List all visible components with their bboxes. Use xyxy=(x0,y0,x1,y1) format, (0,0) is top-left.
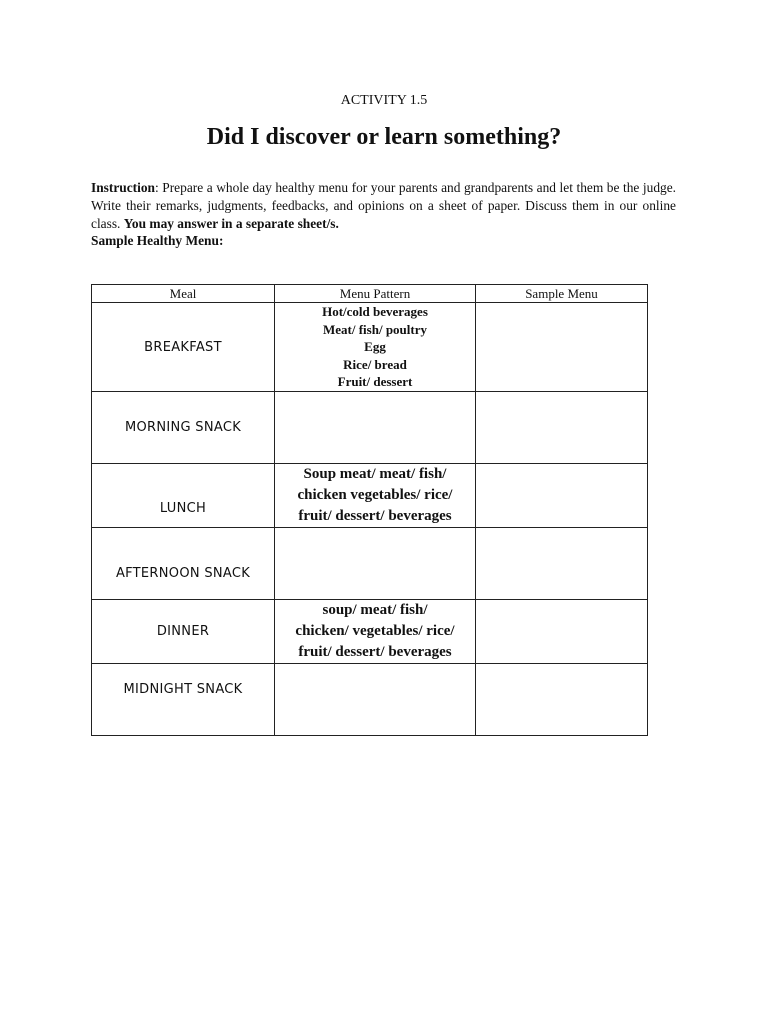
instruction-text: : Prepare a whole day healthy menu for your parents and grandparents and let them be the judge. Write their remarks, judgments, feedbacks, and opinions on a sheet of paper. Discuss them in our online class. xyxy=(91,180,676,231)
instruction-label: Instruction xyxy=(91,180,155,195)
header-sample-menu: Sample Menu xyxy=(476,285,648,303)
header-meal: Meal xyxy=(92,285,275,303)
meal-cell: LUNCH xyxy=(92,464,275,528)
instruction-paragraph xyxy=(91,179,676,233)
meal-cell: MIDNIGHT SNACK xyxy=(92,664,275,736)
pattern-line: Egg xyxy=(364,339,386,355)
meal-cell: DINNER xyxy=(92,600,275,664)
table-row-morning-snack xyxy=(92,392,648,464)
pattern-line: fruit/ dessert/ beverages xyxy=(298,508,452,524)
pattern-cell xyxy=(275,464,476,528)
pattern-line: Soup meat/ meat/ fish/ xyxy=(303,466,447,482)
activity-number: ACTIVITY 1.5 xyxy=(340,93,428,108)
sample-menu-cell[interactable] xyxy=(476,464,648,528)
table-header-row xyxy=(92,285,648,303)
pattern-line: Hot/cold beverages xyxy=(322,304,428,320)
sample-menu-label: Sample Healthy Menu: xyxy=(91,233,224,248)
table-row-midnight-snack xyxy=(92,664,648,736)
instruction-emphasis: You may answer in a separate sheet/s. xyxy=(123,216,339,231)
pattern-line: soup/ meat/ fish/ xyxy=(322,602,428,618)
menu-table xyxy=(91,284,648,736)
sample-menu-cell[interactable] xyxy=(476,600,648,664)
pattern-line: Meat/ fish/ poultry xyxy=(323,321,427,337)
pattern-line: Fruit/ dessert xyxy=(337,374,413,390)
pattern-line: fruit/ dessert/ beverages xyxy=(298,644,452,660)
table-row-dinner xyxy=(92,600,648,664)
page-title: Did I discover or learn something? xyxy=(206,124,562,150)
pattern-line: chicken/ vegetables/ rice/ xyxy=(295,623,455,639)
pattern-cell xyxy=(275,600,476,664)
sample-menu-cell[interactable] xyxy=(476,664,648,736)
sample-menu-cell[interactable] xyxy=(476,528,648,600)
pattern-line: chicken vegetables/ rice/ xyxy=(297,487,453,503)
pattern-line: Rice/ bread xyxy=(343,356,407,372)
table-row-afternoon-snack xyxy=(92,528,648,600)
table-row-breakfast xyxy=(92,303,648,392)
pattern-cell xyxy=(275,664,476,736)
pattern-cell xyxy=(275,392,476,464)
table-row-lunch xyxy=(92,464,648,528)
meal-cell: BREAKFAST xyxy=(92,303,275,392)
pattern-cell xyxy=(275,528,476,600)
pattern-cell xyxy=(275,303,476,392)
sample-menu-cell[interactable] xyxy=(476,303,648,392)
meal-cell: AFTERNOON SNACK xyxy=(92,528,275,600)
meal-cell: MORNING SNACK xyxy=(92,392,275,464)
header-menu-pattern: Menu Pattern xyxy=(275,285,476,303)
sample-menu-cell[interactable] xyxy=(476,392,648,464)
